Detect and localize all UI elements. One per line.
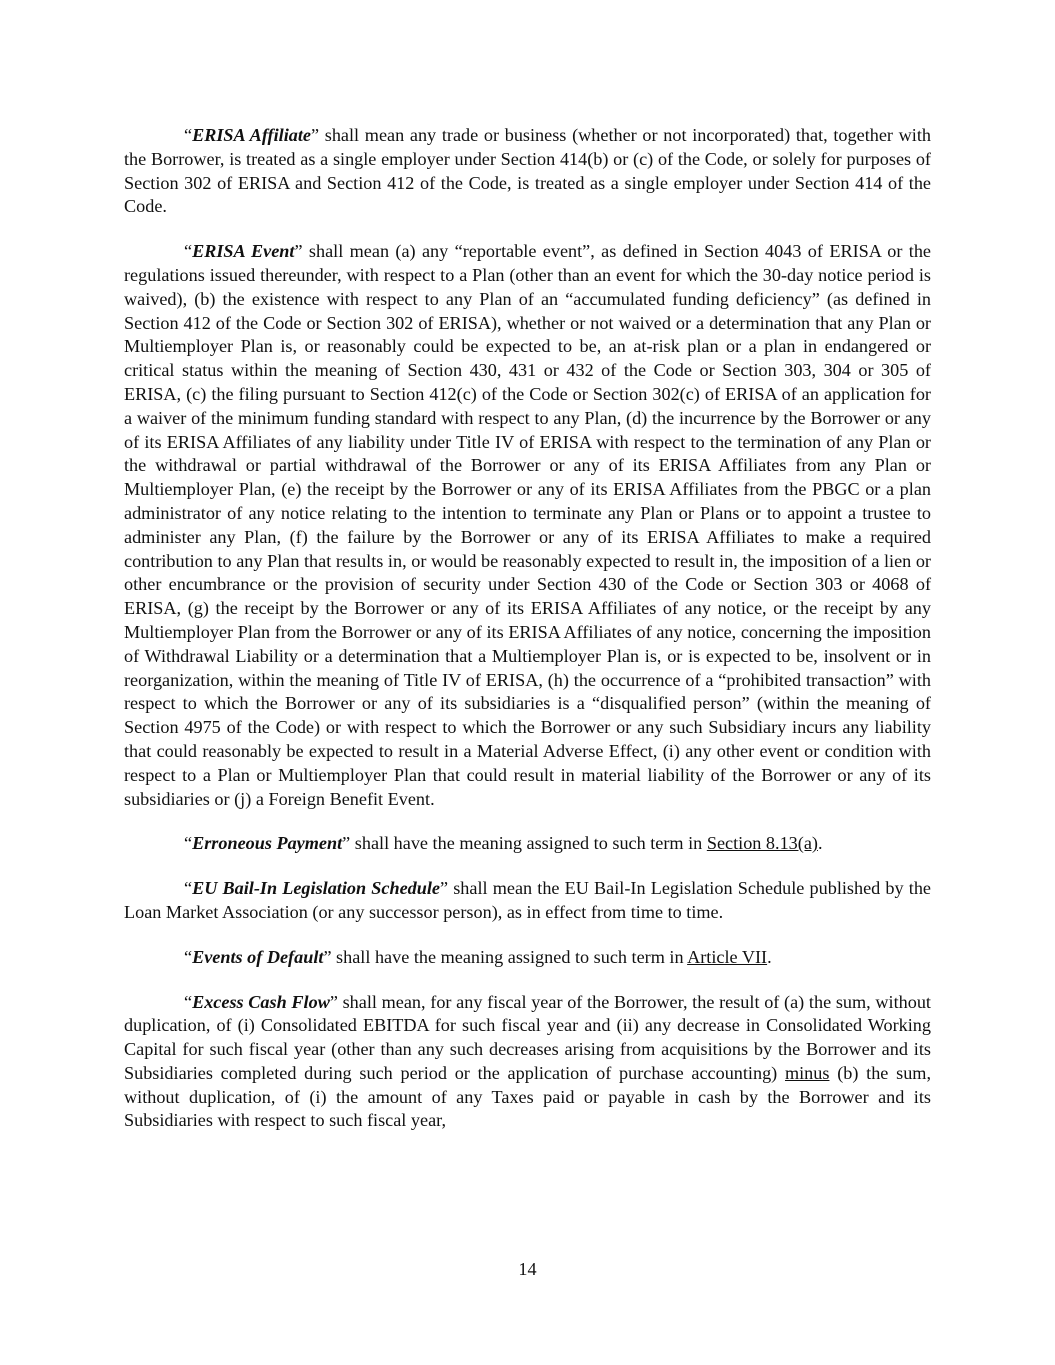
- open-quote: “: [184, 833, 193, 854]
- section-reference: Section 8.13(a): [706, 833, 818, 854]
- definition-erisa-event: [124, 240, 931, 811]
- open-quote: “: [184, 241, 193, 262]
- minus-word: minus: [784, 1062, 830, 1083]
- defined-term: ERISA Affiliate: [192, 125, 311, 145]
- definition-text-end: .: [817, 833, 823, 854]
- definition-erroneous-payment: [124, 832, 931, 856]
- open-quote: “: [184, 946, 193, 967]
- defined-term: Excess Cash Flow: [192, 991, 330, 1012]
- definition-text: ” shall mean any trade or business (whether or not incorporated) that, together with the Borrower, is treated as a single employer under Section 414(b) or (c) of the Code, or solely for purposes of Section 302 of ERISA and Section 412 of the Code, is treated as a single employer under Section 414 of the Code.: [124, 125, 932, 217]
- defined-term: Erroneous Payment: [192, 833, 343, 854]
- page-number: 14: [518, 1259, 537, 1279]
- definition-eu-bail-in-legislation-schedule: [124, 877, 931, 925]
- definition-excess-cash-flow: [124, 991, 931, 1134]
- definition-events-of-default: [124, 946, 931, 970]
- definition-text: ” shall have the meaning assigned to such term in: [323, 946, 688, 967]
- definition-text: ” shall mean the EU Bail-In Legislation Schedule published by the Loan Market Association (or any successor person), as in effect from time to time.: [124, 878, 931, 922]
- definition-text-end: (b) the sum, without duplication, of (i) the amount of any Taxes paid or payable in cash by the Borrower and its Subsidiaries with respect to such fiscal year,: [124, 1062, 931, 1131]
- definition-text: ” shall have the meaning assigned to such term in: [342, 833, 707, 854]
- definition-text: ” shall mean (a) any “reportable event”, as defined in Section 4043 of ERISA or the regulations issued thereunder, with respect to a Plan (other than an event for which the 30-day notice period is waived), (b) the existence with respect to any Plan of an “accumulated funding deficiency” (as defined in Section 412 of the Code or Section 302 of ERISA), whether or not waived or a determination that any Plan or Multiemployer Plan is, or reasonably could be expected to be, an at-risk plan or a plan in endangered or critical status within the meaning of Section 430, 431 or 432 of the Code or Section 303, 304 or 305 of ERISA, (c) the filing pursuant to Section 412(c) of the Code or Section 302(c) of ERISA of an application for a waiver of the minimum funding standard with respect to any Plan, (d) the incurrence by the Borrower or any of its ERISA Affiliates of any liability under Title IV of ERISA with respect to the termination of any Plan or the withdrawal or partial withdrawal of the Borrower or any of its ERISA Affiliates from any Plan or Multiemployer Plan, (e) the receipt by the Borrower or any of its ERISA Affiliates from the PBGC or a plan administrator of any notice relating to the intention to terminate any Plan or Plans or to appoint a trustee to administer any Plan, (f) the failure by the Borrower or any of its ERISA Affiliates to make a required contribution to any Plan that results in, or would be reasonably expected to result in, the imposition of a lien or other encumbrance or the provision of security under Section 430 of the Code or Section 303 or 4068 of ERISA, (g) the receipt by the Borrower or any of its ERISA Affiliates of any notice, or the receipt by any Multiemployer Plan from the Borrower or any of its ERISA Affiliates of any notice, concerning the imposition of Withdrawal Liability or a determination that a Multiemployer Plan is, or is expected to be, insolvent or in reorganization, within the meaning of Title IV of ERISA, (h) the occurrence of a “prohibited transaction” with respect to which the Borrower or any of its subsidiaries is a “disqualified person” (within the meaning of Section 4975 of the Code) or with respect to which the Borrower or any such Subsidiary incurs any liability that could reasonably be expected to result in a Material Adverse Effect, (i) any other event or condition with respect to a Plan or Multiemployer Plan that could result in material liability of the Borrower or any of its subsidiaries or (j) a Foreign Benefit Event.: [124, 241, 931, 809]
- open-quote: “: [184, 991, 193, 1012]
- defined-term: Events of Default: [192, 946, 324, 967]
- defined-term: EU Bail-In Legislation Schedule: [192, 878, 440, 899]
- article-reference: Article VII: [687, 946, 768, 967]
- defined-term: ERISA Event: [192, 241, 295, 262]
- definition-text-end: .: [767, 946, 772, 967]
- document-page: [124, 124, 931, 1154]
- definition-erisa-affiliate: [124, 124, 931, 219]
- open-quote: “: [184, 125, 193, 145]
- open-quote: “: [184, 878, 193, 899]
- definition-text: ” shall mean, for any fiscal year of the Borrower, the result of (a) the sum, without duplication, of (i) Consolidated EBITDA for such fiscal year and (ii) any decrease in Consolidated Working Capital for such fiscal year (other than any such decreases arising from acquisitions by the Borrower and its Subsidiaries completed during such period or the application of purchase accounting): [124, 991, 931, 1083]
